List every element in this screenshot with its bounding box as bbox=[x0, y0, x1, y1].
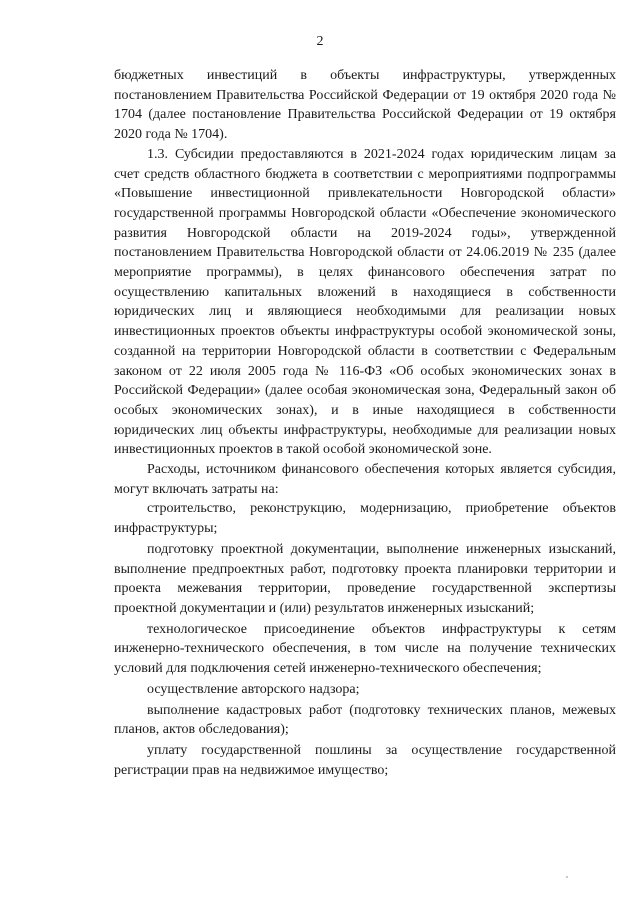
list-item-construction: строительство, реконструкцию, модернизацию, приобретение объектов инфраструктуры; bbox=[114, 501, 616, 537]
list-item-cadastral-works: выполнение кадастровых работ (подготовку технических планов, межевых планов, актов обследования); bbox=[114, 702, 616, 738]
list-item-author-supervision: осуществление авторского надзора; bbox=[147, 681, 360, 697]
list-item-technological-connection: технологическое присоединение объектов инфраструктуры к сетям инженерно-технического обеспечения, в том числе на получение технических условий для подключения сетей инженерно-технического обеспечения; bbox=[114, 621, 616, 677]
document-body bbox=[114, 66, 616, 780]
page-number: 2 bbox=[316, 34, 324, 49]
scan-speck bbox=[566, 876, 568, 878]
list-item-project-documentation: подготовку проектной документации, выполнение инженерных изысканий, выполнение предпроектных работ, подготовку проекта планировки территории и проекта межевания территории, проведение государственной экспертизы проектной документации и (или) результатов инженерных изысканий; bbox=[114, 541, 616, 616]
paragraph-1-3-subsidies: 1.3. Субсидии предоставляются в 2021-2024 годах юридическим лицам за счет средств областного бюджета в соответствии с мероприятиями подпрограммы «Повышение инвестиционной привлекательности Новгородской области» государственной программы Новгородской области «Обеспечение экономического развития Новгородской области на 2019-2024 годы», утвержденной постановлением Правительства Новгородской области от 24.06.2019 № 235 (далее мероприятие программы), в целях финансового обеспечения затрат по осуществлению капитальных вложений в находящиеся в собственности юридических лиц и являющиеся необходимыми для реализации новых инвестиционных проектов объекты инфраструктуры особой экономической зоны, созданной на территории Новгородской области в соответствии с Федеральным законом от 22 июля 2005 года № 116-ФЗ «Об особых экономических зонах в Российской Федерации» (далее особая экономическая зона, Федеральный закон об особых экономических зонах), и в иные находящиеся в собственности юридических лиц объекты инфраструктуры, необходимые для реализации новых инвестиционных проектов в такой особой экономической зоне. bbox=[114, 146, 616, 458]
list-item-state-duty: уплату государственной пошлины за осуществление государственной регистрации прав на недвижимое имущество; bbox=[114, 742, 616, 778]
paragraph-expenses-intro: Расходы, источником финансового обеспечения которых является субсидия, могут включать затраты на: bbox=[114, 462, 616, 497]
paragraph-continuation: бюджетных инвестиций в объекты инфраструктуры, утвержденных постановлением Правительства Российской Федерации от 19 октября 2020 года № 1704 (далее постановление Правительства Российской Федерации от 19 октября 2020 года № 1704). bbox=[114, 68, 616, 143]
